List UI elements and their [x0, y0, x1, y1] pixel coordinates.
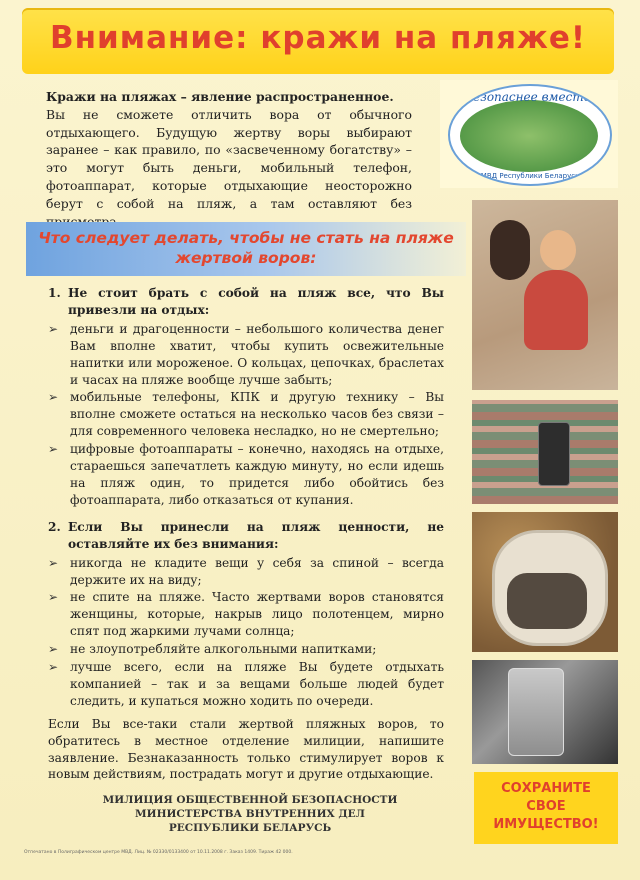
save-property-box	[474, 772, 618, 844]
woman-head	[540, 230, 576, 270]
arrow-bullet-icon: ➢	[48, 321, 59, 336]
section-heading-text: Не стоит брать с собой на пляж все, что Вы привезли на отдых:	[68, 286, 444, 317]
logo-panel	[440, 80, 618, 188]
list-item-text: цифровые фотоаппараты – конечно, находясь на отдыхе, стараешься запечатлеть каждую минуту, но если идешь на пляж один, то придется либо обойтись без фотоаппарата, либо отказаться от купания.	[70, 442, 444, 507]
arrow-bullet-icon: ➢	[48, 555, 59, 570]
section-1-heading	[48, 285, 444, 319]
towel-phone-photo	[472, 400, 618, 504]
footer-org	[62, 793, 438, 835]
list-item-text: никогда не кладите вещи у себя за спиной – всегда держите их на виду;	[70, 555, 444, 587]
footer-line: МИНИСТЕРСТВА ВНУТРЕННИХ ДЕЛ	[135, 808, 365, 820]
print-footnote: Отпечатано в Полиграфическом центре МВД. Лиц. № 02330/0133400 от 10.11.2008 г. Заказ 1409. Тираж 42 000.	[24, 850, 293, 855]
woman-body	[524, 270, 588, 350]
intro-text: Вы не сможете отличить вора от обычного отдыхающего. Будущую жертву воры выбирают заранее – как правило, по «засвеченному богатству» – это могут быть деньги, мобильный телефон, фотоаппарат, которые отдыхающие неосторожно берут с собой на пляж, а там оставляют без	[46, 106, 412, 211]
case-icon	[492, 530, 608, 646]
list-item-text: не спите на пляже. Часто жертвами воров становятся женщины, которые, накрыв лицо полотенцем, мирно спят под жаркими лучами солнца;	[70, 590, 444, 639]
list-item	[48, 321, 444, 389]
thief-figure	[490, 220, 530, 280]
arrow-bullet-icon: ➢	[48, 442, 59, 457]
list-item-text: деньги и драгоценности – небольшого количества денег Вам вполне хватит, чтобы купить освежительные напитки или мороженое. О кольцах, цепочках, браслетах и часах на пляже вообще лучше забыть;	[70, 321, 444, 387]
save-line: СОХРАНИТЕ	[501, 781, 591, 796]
section-heading-text: Если Вы принесли на пляж ценности, не оставляйте их без внимания:	[68, 519, 444, 551]
footer-line: МИЛИЦИЯ ОБЩЕСТВЕННОЙ БЕЗОПАСНОСТИ	[102, 794, 398, 806]
subhead-band	[26, 222, 466, 276]
list-item	[48, 589, 444, 640]
list-item	[48, 641, 444, 658]
list-item-text: лучше всего, если на пляже Вы будете отдыхать компанией – так и за вещами больше людей будет следить, и купаться можно ходить по очереди.	[70, 660, 444, 708]
section-2-heading	[48, 519, 444, 553]
intro-paragraph	[46, 88, 412, 230]
page-title: Внимание: кражи на пляже!	[49, 20, 587, 56]
closing-paragraph: Если Вы все-таки стали жертвой пляжных воров, то обратитесь в местное отделение милиции, напишите заявление. Безнаказанность только стимулирует воров к новым действиям, пострадать могут и другие отдыхающие.	[48, 716, 444, 782]
mobile-phone-icon	[538, 422, 570, 486]
section-number: 1.	[48, 286, 61, 300]
save-line: СВОЕ	[526, 799, 566, 814]
logo-slogan: Безопаснее вместе!	[464, 90, 596, 104]
save-property-text	[474, 780, 618, 834]
section-number: 2.	[48, 519, 61, 534]
valuables-case-photo	[472, 512, 618, 652]
logo-caption: МВД Республики Беларусь	[480, 172, 580, 180]
arrow-bullet-icon: ➢	[48, 390, 59, 405]
list-item	[48, 555, 444, 589]
list-item	[48, 389, 444, 440]
subhead-title: Что следует делать, чтобы не стать на пляже жертвой воров:	[38, 229, 454, 267]
advice-content	[48, 285, 444, 783]
title-banner	[22, 8, 614, 74]
arrow-bullet-icon: ➢	[48, 642, 59, 657]
beach-photo	[472, 200, 618, 390]
arrow-bullet-icon: ➢	[48, 660, 59, 675]
list-item	[48, 659, 444, 710]
list-item	[48, 441, 444, 509]
arrow-bullet-icon: ➢	[48, 590, 59, 605]
phone-closeup-photo	[472, 660, 618, 764]
family-emblem-icon	[460, 100, 598, 172]
valuables-icon	[507, 573, 587, 629]
list-item-text: мобильные телефоны, КПК и другую технику – Вы вполне сможете остаться на несколько часов без связи – для современного человека несладко, но не смертельно;	[70, 390, 444, 439]
intro-lead: Кражи на пляжах – явление распространенное.	[46, 89, 394, 104]
mobile-phone-icon	[508, 668, 564, 756]
save-line: ИМУЩЕСТВО!	[493, 817, 599, 832]
mvd-logo	[448, 84, 612, 186]
list-item-text: не злоупотребляйте алкогольными напитками;	[70, 642, 377, 657]
footer-line: РЕСПУБЛИКИ БЕЛАРУСЬ	[168, 822, 332, 834]
